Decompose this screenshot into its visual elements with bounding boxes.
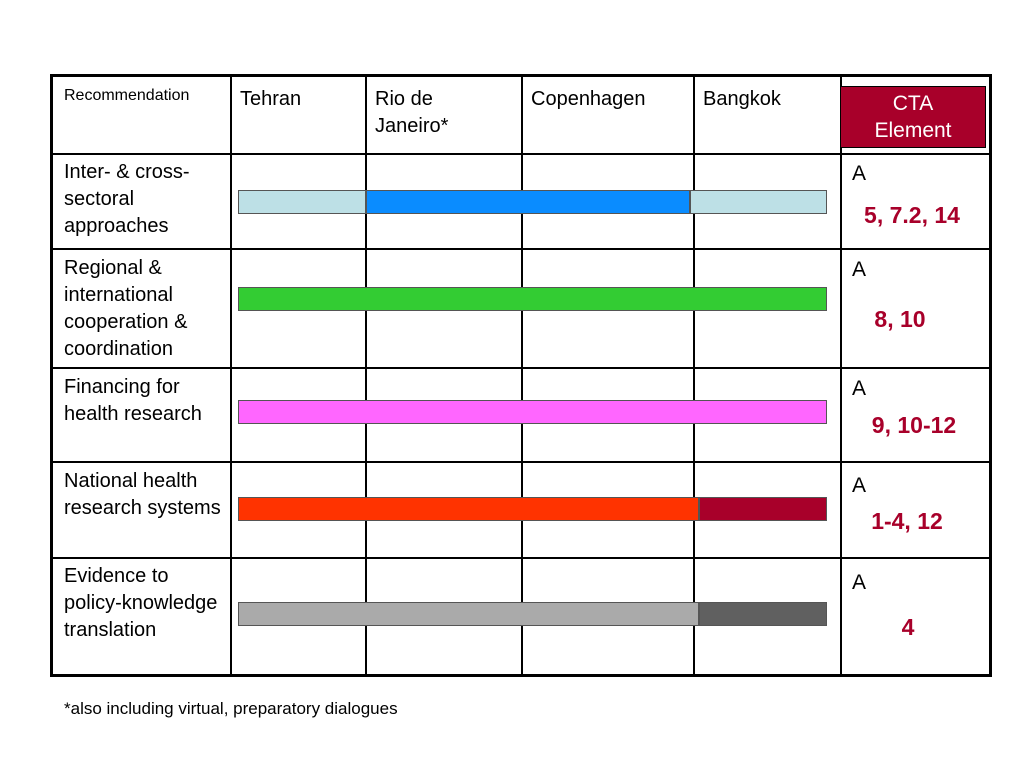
- timeline-bar-row-0-segment-0: [238, 190, 366, 214]
- cta-element-label: CTA Element: [874, 92, 952, 142]
- row-cta-1: 8, 10: [874, 306, 926, 332]
- row-letter-4: A: [852, 571, 867, 594]
- column-divider: [365, 77, 367, 674]
- row-letter-1: A: [852, 258, 867, 281]
- row-label-3: National health research systems: [64, 470, 221, 519]
- timeline-bar-row-4-segment-0: [238, 602, 699, 626]
- header-city-bangkok: Bangkok: [703, 88, 781, 110]
- timeline-bar-row-2-segment-0: [238, 400, 827, 424]
- timeline-bar-row-0-segment-2: [690, 190, 827, 214]
- column-divider: [230, 77, 232, 674]
- column-divider: [521, 77, 523, 674]
- header-city-rio: Rio de Janeiro*: [375, 88, 449, 137]
- timeline-bar-row-3-segment-1: [699, 497, 827, 521]
- row-label-0: Inter- & cross-sectoral approaches: [64, 161, 190, 237]
- header-cta-element: [840, 86, 986, 148]
- row-letter-3: A: [852, 474, 867, 497]
- row-cta-4: 4: [901, 614, 915, 640]
- footnote: *also including virtual, preparatory dialogues: [64, 699, 398, 718]
- row-cta-3: 1-4, 12: [871, 508, 943, 534]
- header-recommendation: Recommendation: [64, 87, 190, 104]
- timeline-bar-row-4-segment-1: [699, 602, 827, 626]
- row-cta-2: 9, 10-12: [871, 412, 957, 438]
- row-letter-2: A: [852, 377, 867, 400]
- row-letter-0: A: [852, 162, 867, 185]
- row-cta-0: 5, 7.2, 14: [864, 202, 960, 228]
- header-city-copenhagen: Copenhagen: [531, 88, 646, 110]
- header-city-tehran: Tehran: [240, 88, 302, 110]
- row-label-1: Regional & international cooperation & coordination: [64, 257, 188, 360]
- timeline-bar-row-1-segment-0: [238, 287, 827, 311]
- column-divider: [693, 77, 695, 674]
- timeline-bar-row-0-segment-1: [366, 190, 690, 214]
- column-divider: [840, 77, 842, 674]
- row-label-4: Evidence to policy-knowledge translation: [64, 565, 218, 641]
- row-label-2: Financing for health research: [64, 376, 202, 425]
- timeline-bar-row-3-segment-0: [238, 497, 699, 521]
